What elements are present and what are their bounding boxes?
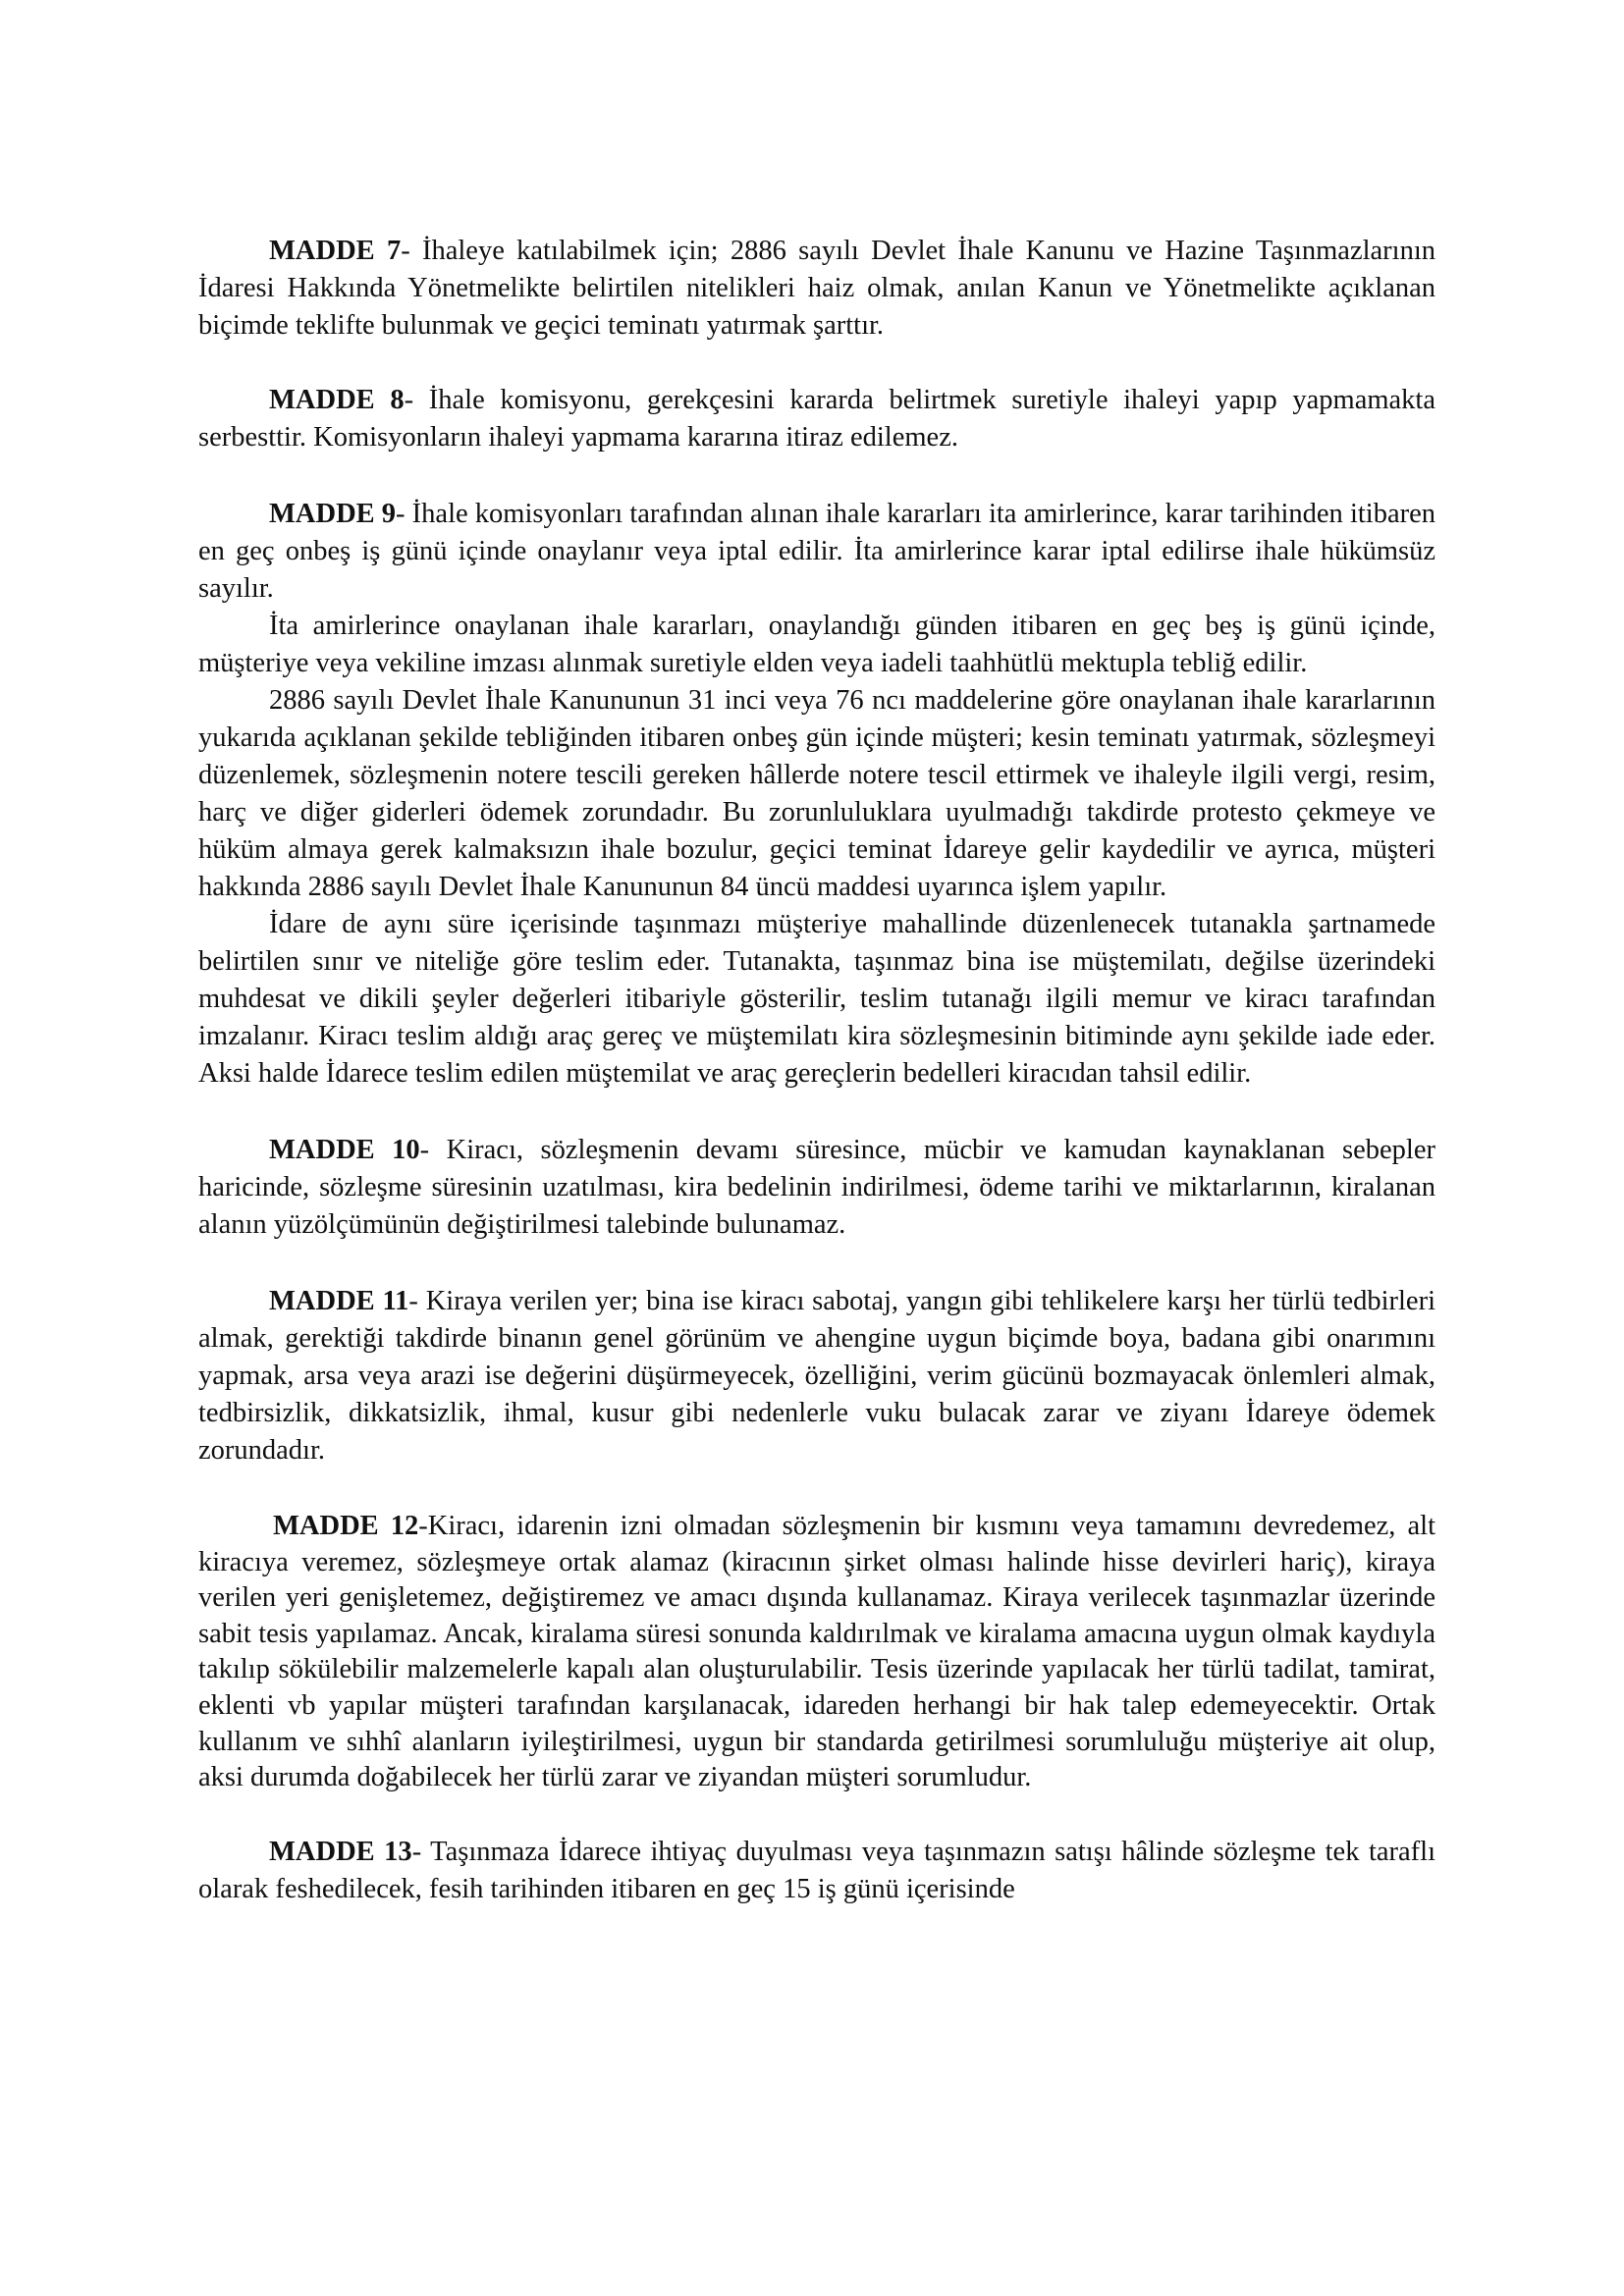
- article-paragraph: [198, 1834, 1435, 1908]
- article-madde-12: [198, 1509, 1435, 1796]
- article-madde-13: [198, 1834, 1435, 1908]
- article-madde-8: [198, 382, 1435, 456]
- article-madde-9: [198, 496, 1435, 1093]
- article-heading: MADDE 9: [269, 499, 397, 529]
- article-paragraph: [198, 233, 1435, 345]
- article-madde-7: [198, 233, 1435, 345]
- article-heading: MADDE 13: [269, 1836, 412, 1867]
- article-madde-11: [198, 1283, 1435, 1469]
- article-madde-10: [198, 1132, 1435, 1244]
- article-text: - İhale komisyonu, gerekçesini kararda belirtmek suretiyle ihaleyi yapıp yapmamakta serbesttir. Komisyonların ihaleyi yapmama kararına itiraz edilemez.: [198, 385, 1435, 453]
- article-paragraph: [198, 1283, 1435, 1469]
- article-heading: MADDE 11: [269, 1286, 409, 1316]
- article-paragraph: 2886 sayılı Devlet İhale Kanununun 31 inci veya 76 ncı maddelerine göre onaylanan ihale kararlarının yukarıda açıklanan şekilde tebliğinden itibaren onbeş gün içinde müşteri; kesin teminatı yatırmak, sözleşmeyi düzenlemek, sözleşmenin notere tescili gereken hâllerde notere tescil ettirmek ve ihaleyle ilgili vergi, resim, harç ve diğer giderleri ödemek zorundadır. Bu zorunluluklara uyulmadığı takdirde protesto çekmeye ve hüküm almaya gerek kalmaksızın ihale bozulur, geçici teminat İdareye gelir kaydedilir ve ayrıca, müşteri hakkında 2886 sayılı Devlet İhale Kanununun 84 üncü maddesi uyarınca işlem yapılır.: [198, 685, 1435, 902]
- article-heading: MADDE 10: [269, 1135, 420, 1165]
- article-text: - Taşınmaza İdarece ihtiyaç duyulması veya taşınmazın satışı hâlinde sözleşme tek taraflı olarak feshedilecek, fesih tarihinden itibaren en geç 15 iş günü içerisinde: [198, 1836, 1436, 1904]
- article-paragraph: [198, 496, 1435, 608]
- article-paragraph: [198, 1132, 1435, 1244]
- article-text: - Kiracı, sözleşmenin devamı süresince, mücbir ve kamudan kaynaklanan sebepler haricinde, sözleşme süresinin uzatılması, kira bedelinin indirilmesi, ödeme tarihi ve miktarlarının, kiralanan alanın yüzölçümünün değiştirilmesi talebinde bulunamaz.: [198, 1135, 1435, 1240]
- article-text: - İhale komisyonları tarafından alınan ihale kararları ita amirlerince, karar tarihinden itibaren en geç onbeş iş günü içinde onaylanır veya iptal edilir. İta amirlerince karar iptal edilirse ihale hükümsüz sayılır.: [198, 499, 1435, 604]
- article-text: - Kiraya verilen yer; bina ise kiracı sabotaj, yangın gibi tehlikelere karşı her türlü tedbirleri almak, gerektiği takdirde binanın genel görünüm ve ahengine uygun biçimde boya, badana gibi onarımını yapmak, arsa veya arazi ise değerini düşürmeyecek, özelliğini, verim gücünü bozmayacak önlemleri almak, tedbirsizlik, dikkatsizlik, ihmal, kusur gibi nedenlerle vuku bulacak zarar ve ziyanı İdareye ödemek zorundadır.: [198, 1286, 1435, 1466]
- article-text: - İhaleye katılabilmek için; 2886 sayılı Devlet İhale Kanunu ve Hazine Taşınmazlarının İdaresi Hakkında Yönetmelikte belirtilen nitelikleri haiz olmak, anılan Kanun ve Yönetmelikte açıklanan biçimde teklifte bulunmak ve geçici teminatı yatırmak şarttır.: [198, 236, 1436, 341]
- article-paragraph: İta amirlerince onaylanan ihale kararları, onaylandığı günden itibaren en geç beş iş günü içinde, müşteriye veya vekiline imzası alınmak suretiyle elden veya iadeli taahhütlü mektupla tebliğ edilir.: [198, 611, 1435, 678]
- article-paragraph: [198, 1509, 1435, 1796]
- article-text: -Kiracı, idarenin izni olmadan sözleşmenin bir kısmını veya tamamını devredemez, alt kiracıya veremez, sözleşmeye ortak alamaz (kiracının şirket olması halinde hisse devirleri hariç), kiraya verilen yeri genişletemez, değiştiremez ve amacı dışında kullanamaz. Kiraya verilecek taşınmazlar üzerinde sabit tesis yapılamaz. Ancak, kiralama süresi sonunda kaldırılmak ve kiralama amacına uygun olmak kaydıyla takılıp sökülebilir malzemelerle kapalı alan oluşturulabilir. Tesis üzerinde yapılacak her türlü tadilat, tamirat, eklenti vb yapılar müşteri tarafından karşılanacak, idareden herhangi bir hak talep edemeyecektir. Ortak kullanım ve sıhhî alanların iyileştirilmesi, uygun bir standarda getirilmesi sorumluluğu müşteriye ait olup, aksi durumda doğabilecek her türlü zarar ve ziyandan müşteri sorumludur.: [198, 1511, 1435, 1793]
- article-paragraph: [198, 382, 1435, 456]
- article-heading: MADDE 7: [269, 236, 402, 266]
- article-heading: MADDE 12: [273, 1511, 419, 1541]
- article-heading: MADDE 8: [269, 385, 405, 415]
- document-body: [198, 233, 1435, 1908]
- article-paragraph: İdare de aynı süre içerisinde taşınmazı müşteriye mahallinde düzenlenecek tutanakla şartnamede belirtilen sınır ve niteliğe göre teslim eder. Tutanakta, taşınmaz bina ise müştemilatı, değilse üzerindeki muhdesat ve dikili şeyler değerleri itibariyle gösterilir, teslim tutanağı ilgili memur ve kiracı tarafından imzalanır. Kiracı teslim aldığı araç gereç ve müştemilatı kira sözleşmesinin bitiminde aynı şekilde iade eder. Aksi halde İdarece teslim edilen müştemilat ve araç gereçlerin bedelleri kiracıdan tahsil edilir.: [198, 909, 1435, 1089]
